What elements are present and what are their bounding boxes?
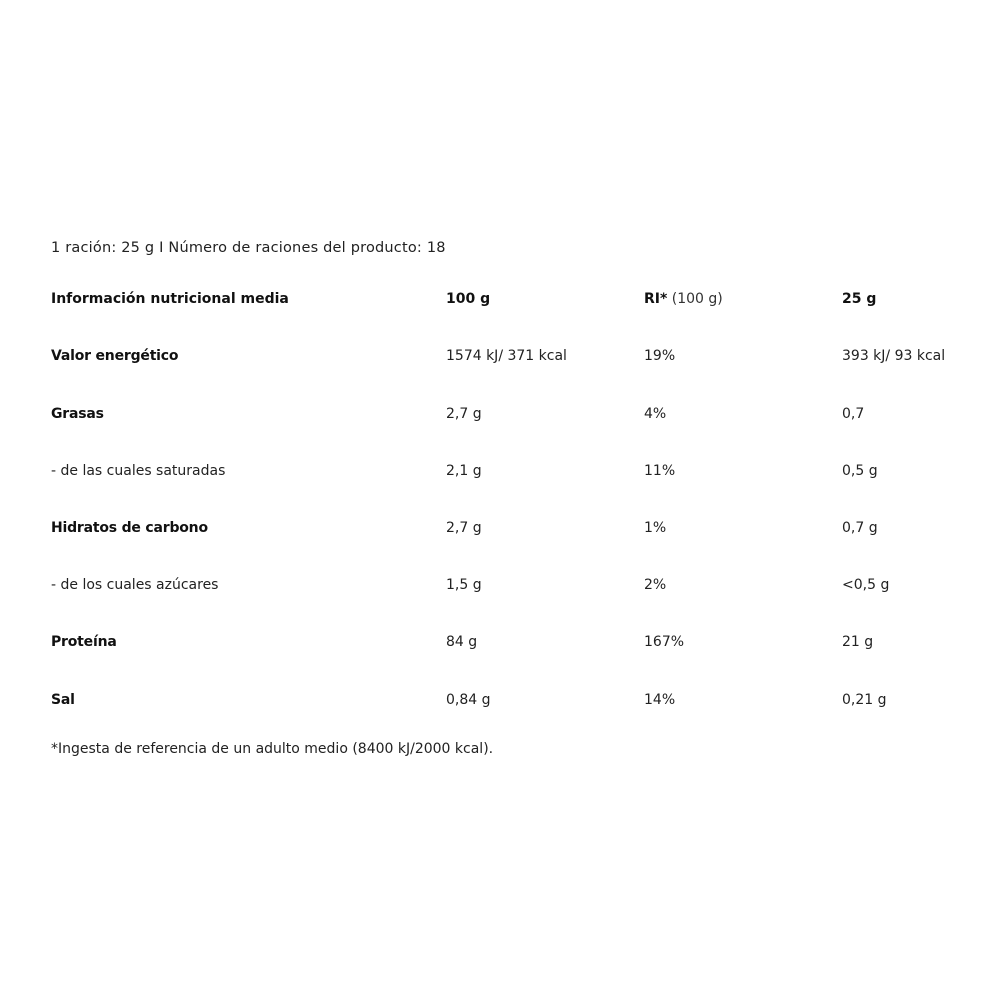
- value-per-serving: 21 g: [842, 634, 874, 650]
- value-per-serving: 0,7 g: [842, 520, 878, 536]
- nutrient-label: Grasas: [51, 406, 104, 422]
- header-ri-label: RI*: [644, 291, 668, 307]
- value-ri: 2%: [644, 577, 667, 593]
- value-ri: 4%: [644, 406, 667, 422]
- value-ri: 11%: [644, 463, 676, 479]
- value-per-100g: 2,7 g: [446, 520, 482, 536]
- value-ri: 1%: [644, 520, 667, 536]
- nutrient-label: Valor energético: [51, 348, 179, 364]
- value-ri: 167%: [644, 634, 685, 650]
- value-ri: 19%: [644, 348, 676, 364]
- value-per-serving: 0,21 g: [842, 692, 887, 708]
- value-per-100g: 84 g: [446, 634, 478, 650]
- table-row: [0, 459, 1000, 483]
- table-row: [0, 344, 1000, 368]
- value-per-100g: 1574 kJ/ 371 kcal: [446, 348, 567, 364]
- nutrient-label: - de las cuales saturadas: [51, 463, 226, 479]
- serving-info: 1 ración: 25 g I Número de raciones del producto: 18: [51, 240, 446, 256]
- nutrient-label: - de los cuales azúcares: [51, 577, 219, 593]
- value-per-serving: 0,5 g: [842, 463, 878, 479]
- value-per-serving: 393 kJ/ 93 kcal: [842, 348, 946, 364]
- table-row: [0, 688, 1000, 712]
- nutrient-label: Proteína: [51, 634, 117, 650]
- header-ri-unit: (100 g): [667, 291, 723, 307]
- header-ri: [644, 287, 723, 311]
- value-per-serving: <0,5 g: [842, 577, 890, 593]
- table-row: [0, 573, 1000, 597]
- header-per-serving: 25 g: [842, 291, 877, 307]
- value-per-100g: 2,7 g: [446, 406, 482, 422]
- header-label: Información nutricional media: [51, 291, 289, 307]
- value-per-serving: 0,7: [842, 406, 865, 422]
- table-row: [0, 516, 1000, 540]
- header-per-100g: 100 g: [446, 291, 491, 307]
- value-per-100g: 2,1 g: [446, 463, 482, 479]
- nutrient-label: Sal: [51, 692, 75, 708]
- reference-intake-footnote: *Ingesta de referencia de un adulto medio (8400 kJ/2000 kcal).: [51, 741, 494, 757]
- nutrient-label: Hidratos de carbono: [51, 520, 208, 536]
- table-header-row: [0, 287, 1000, 311]
- value-per-100g: 0,84 g: [446, 692, 491, 708]
- value-per-100g: 1,5 g: [446, 577, 482, 593]
- table-row: [0, 630, 1000, 654]
- value-ri: 14%: [644, 692, 676, 708]
- table-row: [0, 402, 1000, 426]
